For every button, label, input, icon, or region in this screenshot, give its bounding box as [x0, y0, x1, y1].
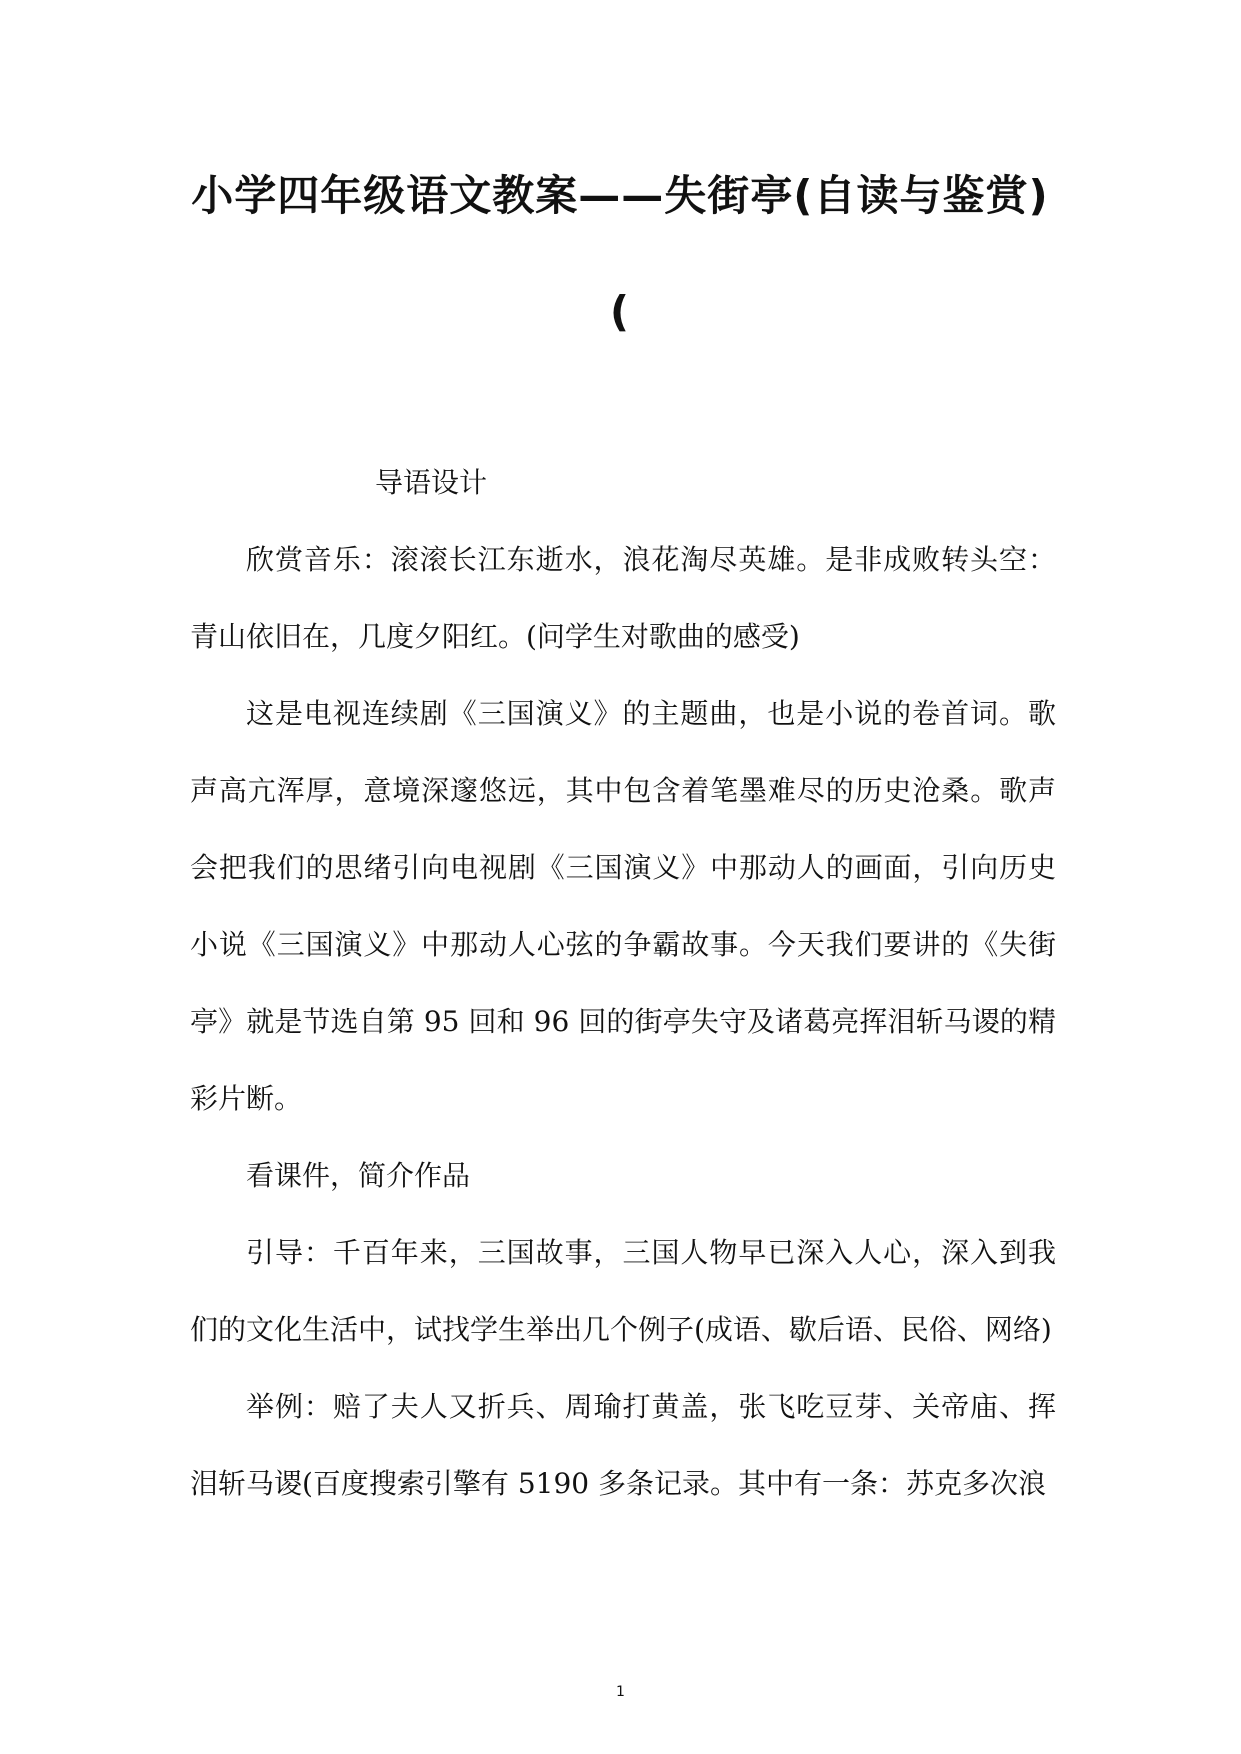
document-title: 小学四年级语文教案——失街亭(自读与鉴赏)( [191, 171, 1049, 336]
paragraph-courseware: 看课件，简介作品 [246, 1159, 471, 1192]
paragraph-music: 欣赏音乐：滚滚长江东逝水，浪花淘尽英雄。是非成败转头空：青山依旧在，几度夕阳红。(问学生对歌曲的感受) [190, 543, 1056, 653]
paragraph-theme-song: 这是电视连续剧《三国演义》的主题曲，也是小说的卷首词。歌声高亢浑厚，意境深邃悠远，其中包含着笔墨难尽的历史沧桑。歌声会把我们的思绪引向电视剧《三国演义》中那动人的画面，引向历史小说《三国演义》中那动人心弦的争霸故事。今天我们要讲的《失街亭》就是节选自第 95 回和 96 回的街亭失守及诸葛亮挥泪斩马谡的精彩片断。 [190, 697, 1056, 1115]
section-heading: 导语设计 [375, 466, 488, 499]
document-body [190, 444, 1056, 1522]
paragraph-guidance: 引导：千百年来，三国故事，三国人物早已深入人心，深入到我们的文化生活中，试找学生举出几个例子(成语、歇后语、民俗、网络) [190, 1236, 1056, 1346]
paragraph-examples: 举例：赔了夫人又折兵、周瑜打黄盖，张飞吃豆芽、关帝庙、挥泪斩马谡(百度搜索引擎有 5190 多条记录。其中有一条：苏克多次浪 [190, 1390, 1056, 1500]
page-number: 1 [616, 1684, 625, 1700]
